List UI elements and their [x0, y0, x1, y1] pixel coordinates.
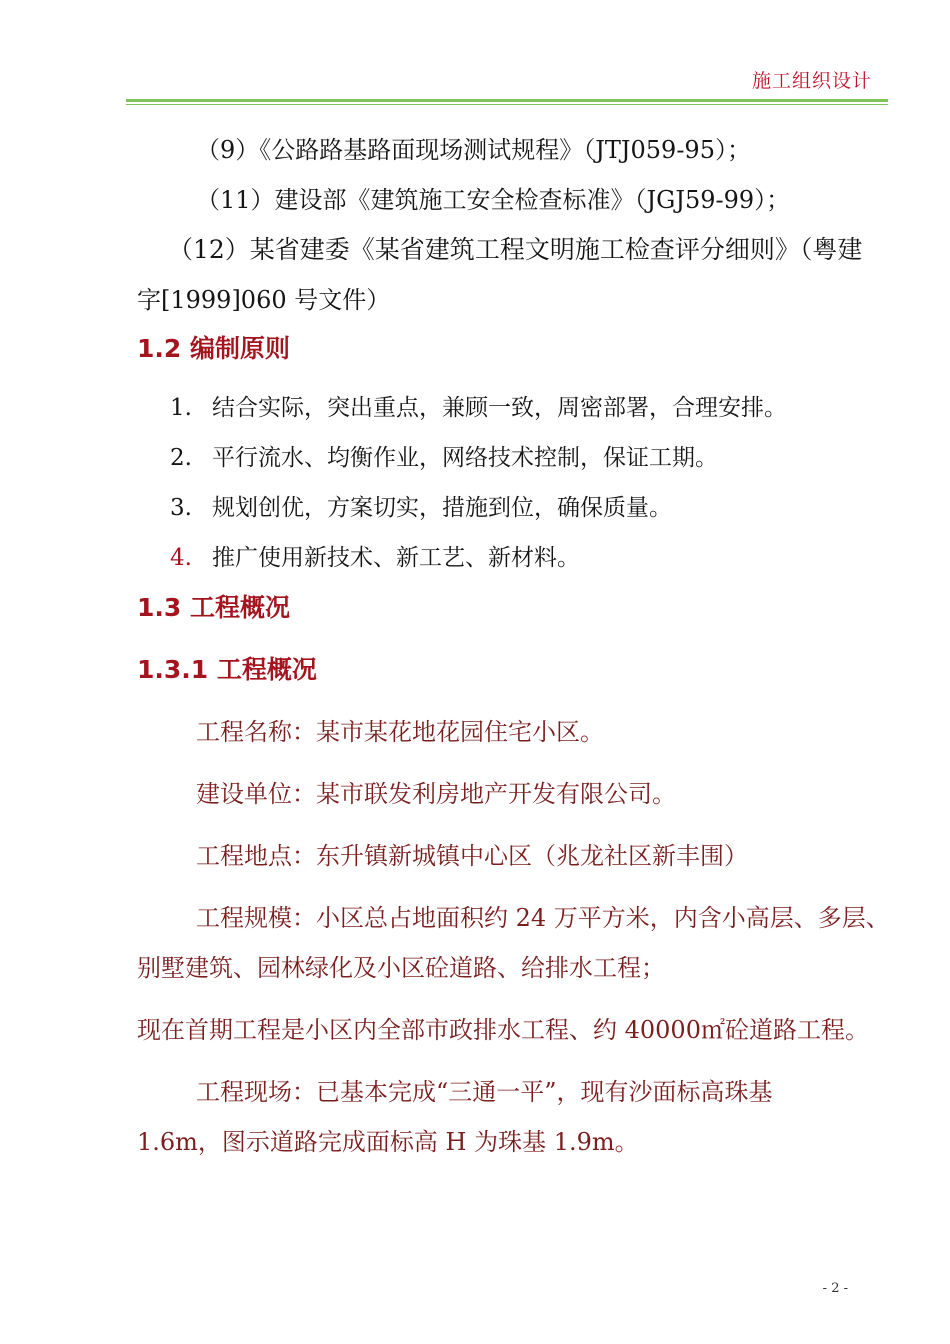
reference-12: （12）某省建委《某省建筑工程文明施工检查评分细则》（粤建 — [168, 235, 863, 264]
header-title: 施工组织设计 — [751, 70, 872, 92]
principle-item-3 — [170, 492, 672, 524]
item-number: 1. — [170, 395, 192, 421]
item-number: 3. — [170, 495, 192, 521]
reference-11: （11）建设部《建筑施工安全检查标准》（JGJ59-99）； — [196, 186, 791, 214]
page-number: - 2 - — [822, 1281, 848, 1296]
section-heading-1-3: 1.3 工程概况 — [137, 593, 290, 622]
project-location: 工程地点：东升镇新城镇中心区（兆龙社区新丰围） — [196, 842, 748, 870]
item-number: 2. — [170, 445, 192, 471]
section-heading-1-2: 1.2 编制原则 — [137, 334, 290, 363]
item-text: 平行流水、均衡作业，网络技术控制，保证工期。 — [212, 445, 718, 471]
principle-item-1 — [170, 392, 787, 424]
reference-9: （9）《公路路基路面现场测试规程》（JTJ059-95）； — [196, 136, 751, 164]
first-phase: 现在首期工程是小区内全部市政排水工程、约 40000㎡砼道路工程。 — [137, 1016, 869, 1044]
site-condition: 工程现场：已基本完成“三通一平”，现有沙面标高珠基 — [196, 1078, 773, 1106]
header-rule — [126, 99, 888, 105]
project-scale: 工程规模：小区总占地面积约 24 万平方米，内含小高层、多层、 — [196, 904, 890, 932]
item-text: 推广使用新技术、新工艺、新材料。 — [212, 545, 580, 571]
construction-unit: 建设单位：某市联发利房地产开发有限公司。 — [196, 780, 676, 808]
item-text: 规划创优，方案切实，措施到位，确保质量。 — [212, 495, 672, 521]
item-text: 结合实际，突出重点，兼顾一致，周密部署，合理安排。 — [212, 395, 787, 421]
principle-item-4 — [170, 542, 580, 574]
reference-12-continued: 字[1999]060 号文件） — [137, 286, 391, 314]
item-number: 4. — [170, 545, 192, 571]
project-name: 工程名称：某市某花地花园住宅小区。 — [196, 718, 604, 746]
site-condition-continued: 1.6m，图示道路完成面标高 H 为珠基 1.9m。 — [137, 1128, 639, 1156]
section-heading-1-3-1: 1.3.1 工程概况 — [137, 655, 317, 684]
principle-item-2 — [170, 442, 718, 474]
project-scale-continued: 别墅建筑、园林绿化及小区砼道路、给排水工程； — [137, 954, 665, 982]
